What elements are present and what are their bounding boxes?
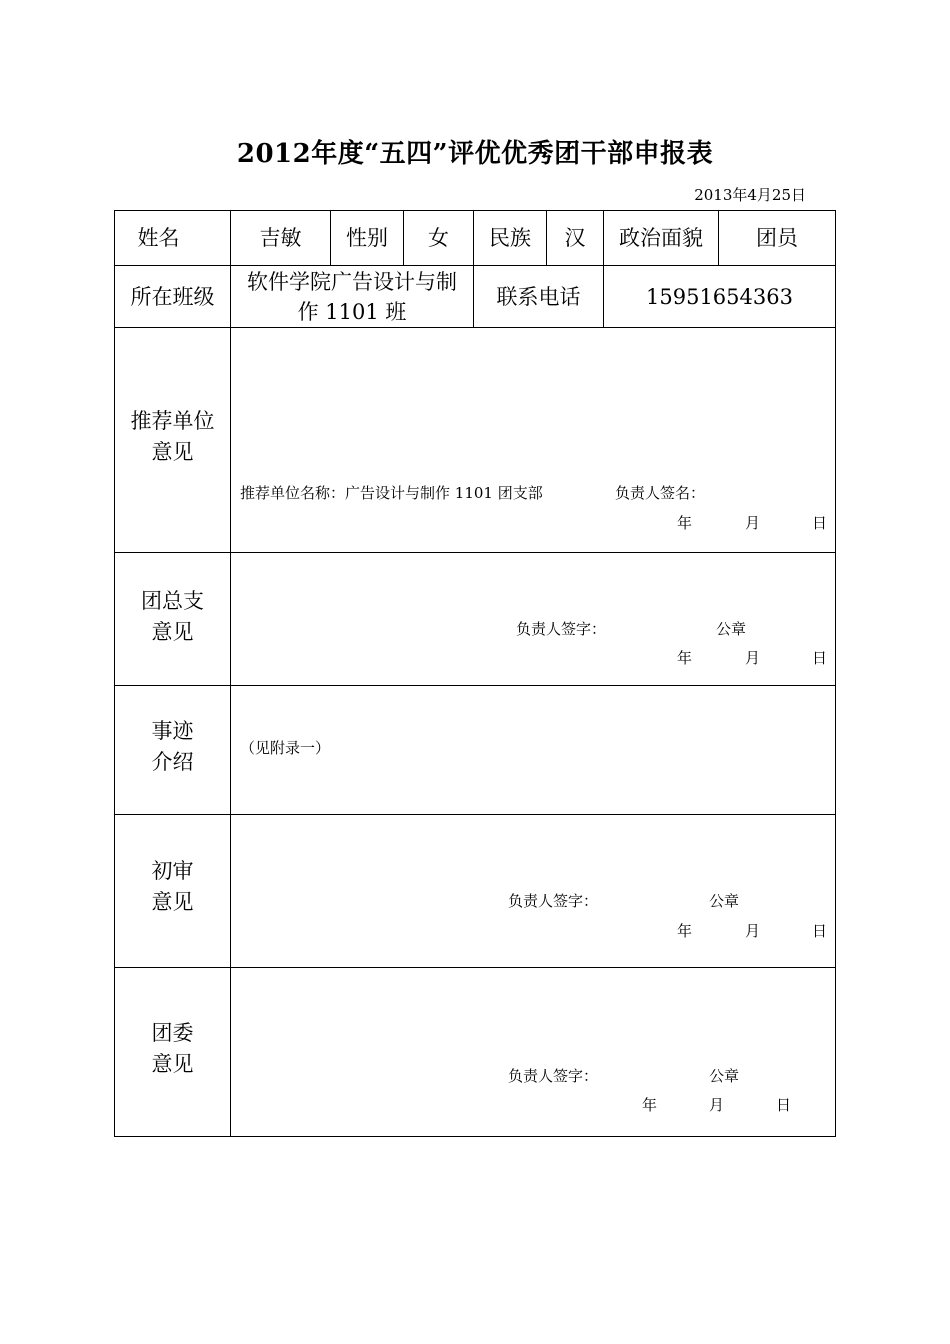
recommend-month: 月	[745, 514, 761, 532]
branch-day: 日	[812, 649, 828, 667]
political-status-value: 团员	[756, 226, 798, 250]
page-title: 2012年度“五四”评优优秀团干部申报表	[236, 139, 714, 169]
league-signer: 负责人签字：	[508, 1067, 599, 1085]
branch-year: 年	[677, 649, 693, 667]
deeds-label	[115, 716, 230, 778]
row-divider	[115, 327, 835, 328]
recommend-year: 年	[677, 514, 693, 532]
name-label: 姓名	[137, 226, 180, 250]
class-label: 所在班级	[130, 284, 215, 309]
recommend-label-line2: 意见	[151, 440, 194, 464]
deeds-label-line2: 介绍	[151, 750, 194, 774]
league-month: 月	[709, 1096, 725, 1114]
league-label-line2: 意见	[151, 1052, 194, 1076]
phone-label: 联系电话	[496, 284, 581, 309]
preliminary-month: 月	[745, 922, 761, 940]
branch-seal: 公章	[716, 620, 747, 638]
league-year: 年	[642, 1096, 658, 1114]
political-status-label: 政治面貌	[619, 226, 703, 250]
branch-month: 月	[745, 649, 761, 667]
recommend-unit-name: 推荐单位名称：广告设计与制作 1101 团支部	[240, 484, 543, 502]
league-label	[115, 1018, 230, 1080]
branch-signer: 负责人签字：	[516, 620, 607, 638]
application-form-table	[114, 210, 836, 1137]
league-label-line1: 团委	[151, 1021, 194, 1045]
preliminary-label-line2: 意见	[151, 890, 194, 914]
row-divider	[115, 552, 835, 553]
preliminary-signer: 负责人签字：	[508, 892, 599, 910]
recommend-label-line1: 推荐单位	[130, 409, 215, 433]
league-seal: 公章	[709, 1067, 740, 1085]
deeds-label-line1: 事迹	[151, 719, 194, 743]
branch-label	[115, 586, 230, 648]
ethnicity-value: 汉	[564, 226, 586, 250]
preliminary-year: 年	[677, 922, 693, 940]
class-value-line2: 作 1101 班	[297, 299, 407, 324]
preliminary-seal: 公章	[709, 892, 740, 910]
recommend-label	[115, 406, 230, 468]
gender-label: 性别	[346, 226, 388, 250]
row-divider	[115, 814, 835, 815]
preliminary-label-line1: 初审	[151, 859, 194, 883]
branch-label-line1: 团总支	[141, 589, 204, 613]
class-value-line1: 软件学院广告设计与制	[247, 269, 457, 294]
recommend-day: 日	[812, 514, 828, 532]
name-value: 吉敏	[259, 226, 302, 250]
recommend-signer: 负责人签名：	[615, 484, 706, 502]
preliminary-day: 日	[812, 922, 828, 940]
deeds-content: （见附录一）	[240, 739, 331, 757]
form-date: 2013年4月25日	[694, 186, 806, 204]
row-divider	[115, 685, 835, 686]
league-day: 日	[776, 1096, 792, 1114]
gender-value: 女	[428, 226, 449, 250]
row-divider	[115, 967, 835, 968]
class-value	[231, 266, 473, 327]
ethnicity-label: 民族	[489, 226, 531, 250]
branch-label-line2: 意见	[151, 620, 194, 644]
column-divider	[230, 211, 231, 1136]
phone-value: 15951654363	[646, 284, 793, 309]
preliminary-label	[115, 856, 230, 918]
